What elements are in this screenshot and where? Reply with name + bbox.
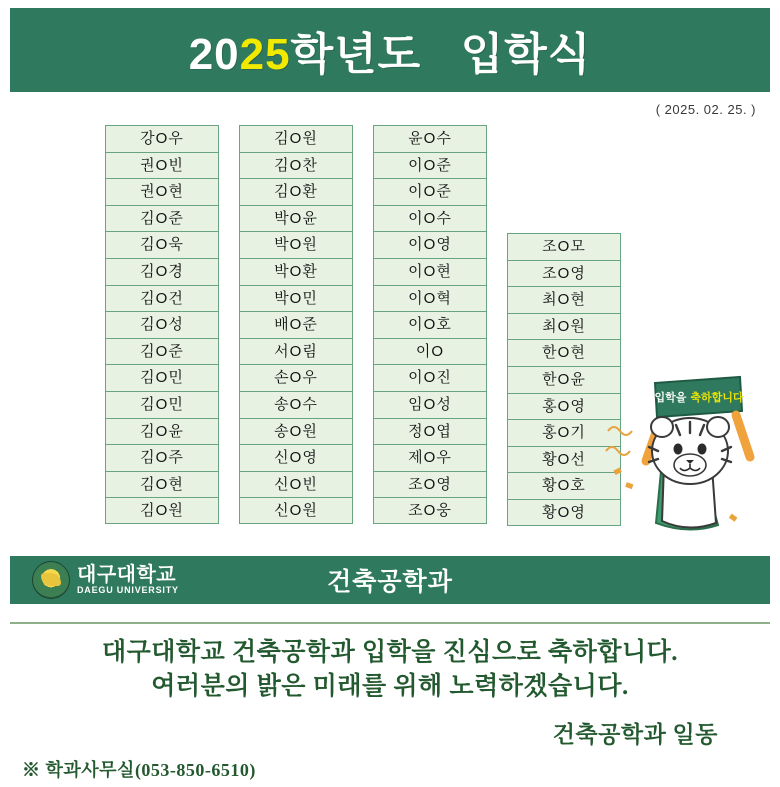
office-contact-note: ※ 학과사무실(053-850-6510) (22, 760, 256, 780)
name-cell: 김O준 (105, 338, 219, 365)
name-cell: 제O우 (373, 444, 487, 471)
sign-text-2: 축하합니다 (690, 392, 744, 404)
name-cell: 송O수 (239, 391, 353, 418)
name-cell: 황O영 (507, 499, 621, 526)
name-cell: 손O우 (239, 364, 353, 391)
title-prefix: 20 (188, 30, 240, 79)
title-suffix: 학년도 (290, 30, 422, 79)
name-cell: 김O윤 (105, 418, 219, 445)
page-title (189, 18, 592, 82)
message-signature: 건축공학과 일동 (552, 721, 718, 747)
name-column-1 (105, 125, 219, 524)
name-cell: 최O원 (507, 313, 621, 340)
name-list-area (10, 125, 770, 525)
divider (10, 622, 770, 624)
name-cell: 이O수 (373, 205, 487, 232)
name-column-2 (239, 125, 353, 524)
name-cell: 황O호 (507, 472, 621, 499)
name-cell: 김O건 (105, 285, 219, 312)
title-highlight: 25 (239, 30, 291, 79)
name-cell: 조O영 (507, 260, 621, 287)
message-line-1: 대구대학교 건축공학과 입학을 진심으로 축하합니다. (101, 639, 679, 666)
event-date: ( 2025. 02. 25. ) (655, 102, 756, 117)
name-cell: 배O준 (239, 311, 353, 338)
name-cell: 김O준 (105, 205, 219, 232)
name-cell: 최O현 (507, 286, 621, 313)
name-cell: 이O현 (373, 258, 487, 285)
name-cell: 이O혁 (373, 285, 487, 312)
name-cell: 박O원 (239, 231, 353, 258)
name-cell: 권O현 (105, 178, 219, 205)
name-cell: 김O경 (105, 258, 219, 285)
name-cell: 김O성 (105, 311, 219, 338)
name-cell: 한O윤 (507, 366, 621, 393)
name-cell: 신O원 (239, 497, 353, 524)
name-cell: 김O욱 (105, 231, 219, 258)
name-cell: 이O준 (373, 152, 487, 179)
name-cell: 이O (373, 338, 487, 365)
name-cell: 조O영 (373, 471, 487, 498)
university-name-ko: 대구대학교 (77, 563, 177, 586)
name-cell: 서O림 (239, 338, 353, 365)
name-cell: 황O선 (507, 446, 621, 473)
message-line-2: 여러분의 밝은 미래를 위해 노력하겠습니다. (151, 672, 629, 700)
tiger-mascot-icon (600, 365, 760, 535)
name-cell: 김O원 (239, 125, 353, 152)
department-band (10, 556, 770, 604)
name-cell: 임O성 (373, 391, 487, 418)
name-cell: 조O웅 (373, 497, 487, 524)
name-cell: 박O민 (239, 285, 353, 312)
header-banner (10, 8, 770, 92)
svg-text:입학을축하합니다 (654, 390, 743, 404)
name-cell: 신O영 (239, 444, 353, 471)
name-cell: 윤O수 (373, 125, 487, 152)
sign-text-1: 입학을 (654, 392, 687, 404)
name-cell: 정O엽 (373, 418, 487, 445)
name-cell: 조O모 (507, 233, 621, 260)
name-cell: 이O진 (373, 364, 487, 391)
university-name-en: DAEGU UNIVERSITY (77, 584, 179, 595)
name-cell: 권O빈 (105, 152, 219, 179)
congratulation-message (10, 636, 770, 749)
name-cell: 한O현 (507, 339, 621, 366)
name-cell: 홍O기 (507, 419, 621, 446)
name-cell: 김O민 (105, 391, 219, 418)
name-cell: 박O윤 (239, 205, 353, 232)
name-cell: 이O준 (373, 178, 487, 205)
name-cell: 송O원 (239, 418, 353, 445)
department-name: 건축공학과 (327, 568, 453, 596)
name-cell: 김O환 (239, 178, 353, 205)
name-cell: 김O민 (105, 364, 219, 391)
name-cell: 김O원 (105, 497, 219, 524)
title-main: 입학식 (460, 30, 592, 79)
name-cell: 박O환 (239, 258, 353, 285)
name-cell: 김O현 (105, 471, 219, 498)
name-cell: 김O찬 (239, 152, 353, 179)
name-cell: 홍O영 (507, 393, 621, 420)
name-column-3 (373, 125, 487, 524)
name-cell: 이O영 (373, 231, 487, 258)
name-cell: 김O주 (105, 444, 219, 471)
name-cell: 강O우 (105, 125, 219, 152)
name-cell: 신O빈 (239, 471, 353, 498)
name-cell: 이O호 (373, 311, 487, 338)
